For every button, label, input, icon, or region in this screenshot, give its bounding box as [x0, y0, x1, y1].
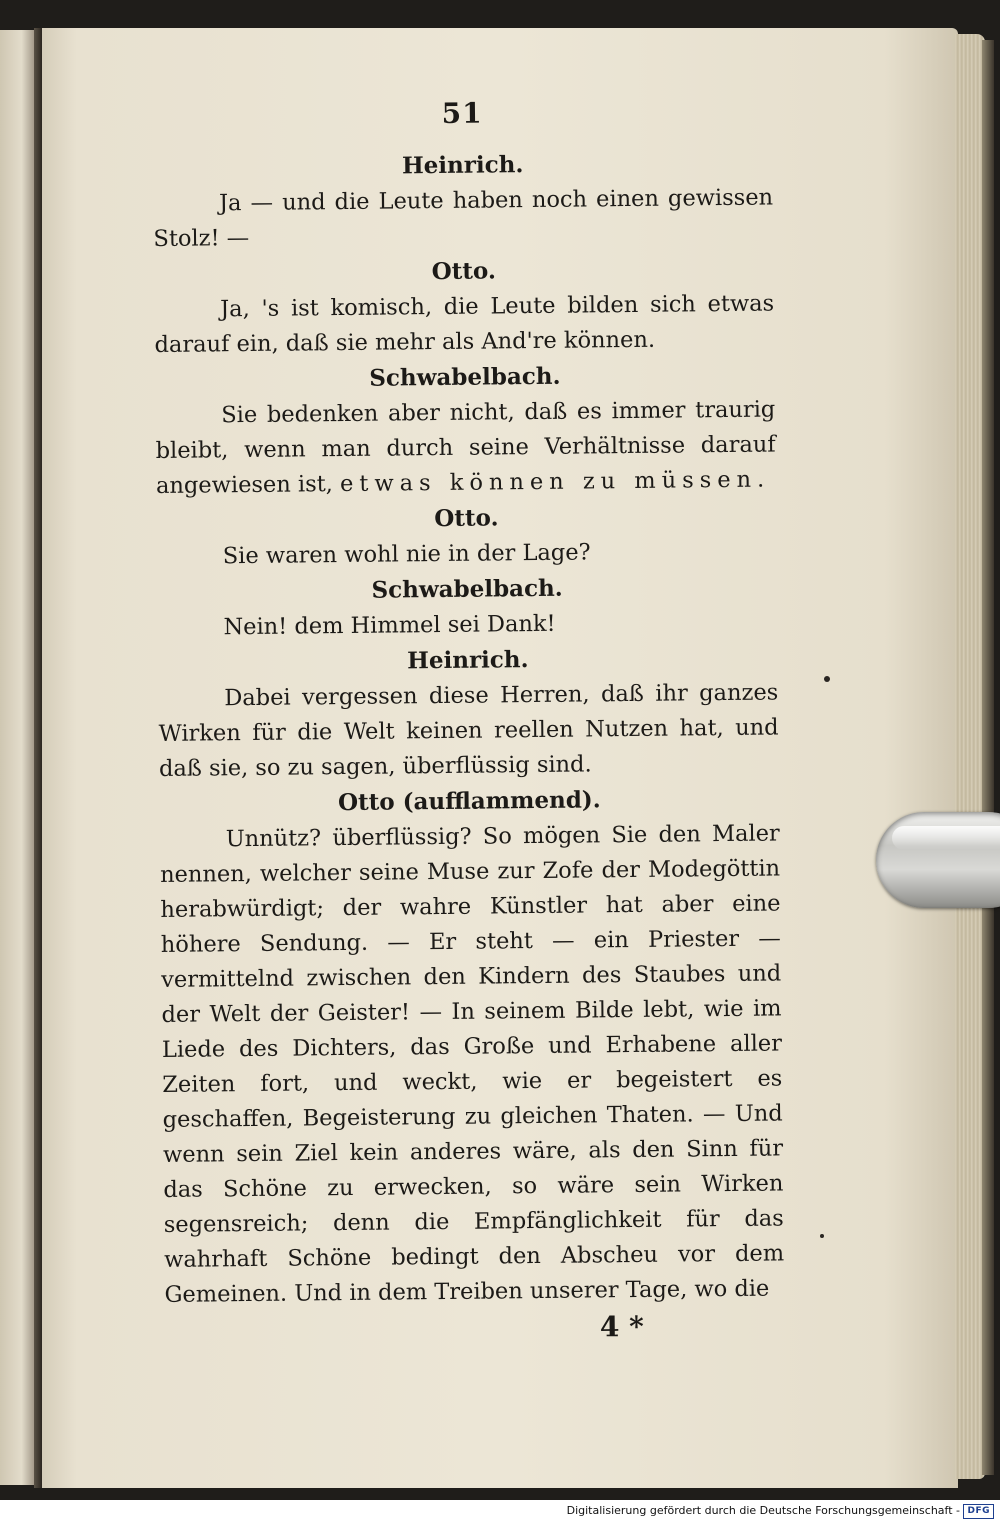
left-page-edge	[0, 30, 36, 1485]
speaker-heading: Otto.	[431, 257, 497, 286]
signature-mark: 4 *	[599, 1309, 644, 1344]
speaker-heading: Otto.	[434, 504, 499, 533]
footer-bar	[0, 1500, 1000, 1521]
dialogue-paragraph: Ja — und die Leute haben noch einen gewissen Stolz! —	[153, 184, 774, 252]
speaker-heading: Heinrich.	[407, 646, 529, 675]
dialogue-paragraph: Unnütz? überflüssig? So mögen Sie den Maler nennen, welcher seine Muse zur Zofe der Modegöttin herabwürdigt; der wahre Künstler hat aber eine höhere Sendung. — Er steht — ein Priester — vermittelnd zwischen den Kindern des Staubes und der Welt der Geister! — In seinem Bilde lebt, wie im Liede des Dichters, das Große und Erhabene aller Zeiten fort, und weckt, wie er begeistert es geschaffen, Begeisterung zu gleichen Thaten. — Und wenn sein Ziel kein anderes wäre, als den Sinn für das Schöne zu erwecken, so wäre sein Wirken segensreich; denn die Empfänglichkeit für das wahrhaft Schöne bedingt den Abscheu vor dem Gemeinen. Und in dem Treiben unserer Tage, wo die	[159, 820, 785, 1308]
paper-speck	[820, 1234, 824, 1238]
emphasized-text: etwas können zu müssen.	[339, 466, 771, 498]
speaker-heading: Schwabelbach.	[371, 574, 563, 604]
dialogue-paragraph: Sie waren wohl nie in der Lage?	[222, 539, 591, 570]
dialogue-paragraph: Dabei vergessen diese Herren, daß ihr ganzes Wirken für die Welt keinen reellen Nutzen hat, und daß sie, so zu sagen, überflüssig sind.	[158, 679, 779, 782]
dialogue-paragraph: Nein! dem Himmel sei Dank!	[223, 610, 556, 641]
paper-speck	[824, 676, 830, 682]
page-holder-clip	[876, 812, 1000, 912]
dfg-logo: DFG	[963, 1504, 994, 1519]
speaker-heading: Otto (aufflammend).	[337, 786, 601, 817]
speaker-heading: Schwabelbach.	[369, 362, 561, 392]
dialogue-paragraph: Ja, 's ist komisch, die Leute bilden sich etwas darauf ein, daß sie mehr als And're können.	[154, 290, 775, 358]
speaker-heading: Heinrich.	[401, 151, 524, 180]
page-text	[152, 94, 785, 1349]
paragraph-text: Sie bedenken aber nicht, daß es immer traurig bleibt, wenn man durch seine Verhältnisse darauf angewiesen ist,	[155, 396, 776, 499]
dialogue-paragraph	[155, 392, 776, 503]
clip-highlight	[892, 826, 1000, 850]
page-stack-shadow	[982, 40, 994, 1475]
funding-credit: Digitalisierung gefördert durch die Deutsche Forschungsgemeinschaft -	[566, 1504, 960, 1517]
page-number: 51	[441, 96, 483, 130]
page-stack-edge	[955, 34, 985, 1479]
book-gutter	[34, 28, 42, 1488]
